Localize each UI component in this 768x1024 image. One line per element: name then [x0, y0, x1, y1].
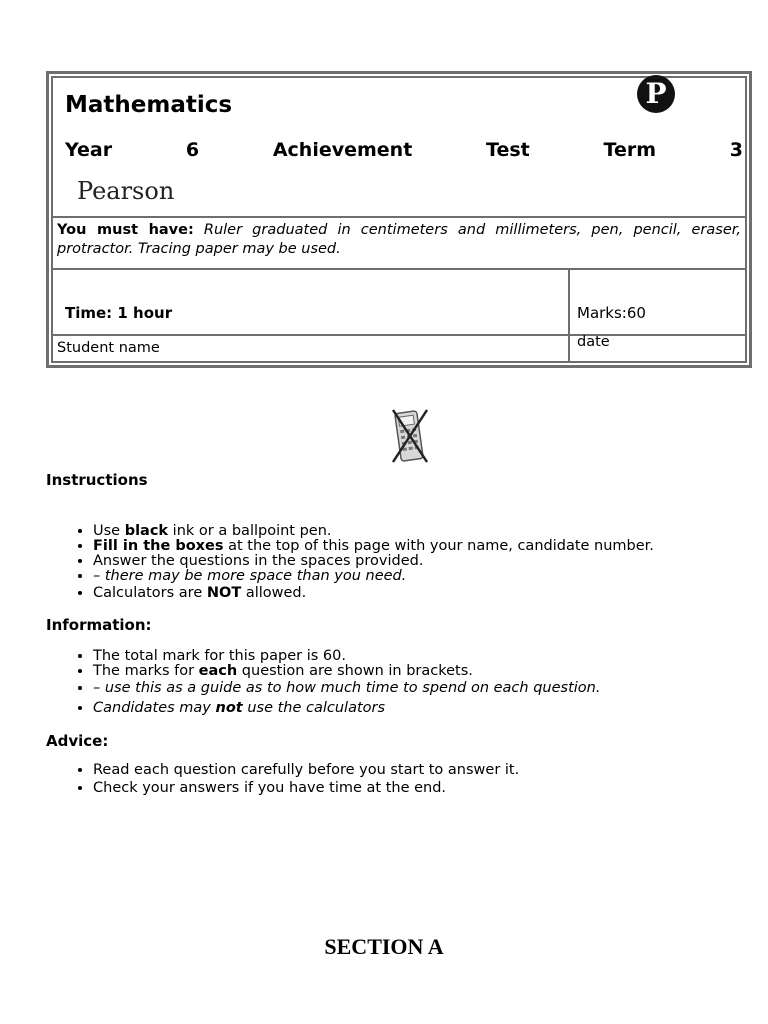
list-item: • Use black ink or a ballpoint pen. [93, 524, 654, 539]
advice-heading: Advice: [46, 732, 109, 750]
column-divider [568, 270, 570, 361]
instructions-heading: Instructions [46, 471, 148, 489]
pearson-logo-icon: P [637, 75, 675, 113]
list-item: • Check your answers if you have time at the end. [93, 779, 519, 797]
test-word-term: Term [603, 139, 657, 161]
list-item: • Fill in the boxes at the top of this page with your name, candidate number. [93, 539, 654, 554]
time-row [53, 270, 745, 336]
test-word-year: Year [65, 139, 113, 161]
test-line [65, 139, 743, 161]
must-have-label: You must have: [57, 222, 194, 238]
instructions-list [46, 524, 654, 601]
no-calculator-icon [390, 408, 430, 464]
list-item: • The marks for each question are shown in brackets. [93, 664, 600, 679]
list-item: • Read each question carefully before you start to answer it. [93, 761, 519, 779]
list-item: • – use this as a guide as to how much time to spend on each question. [93, 681, 600, 696]
student-row [53, 336, 745, 367]
must-have-items: Ruler graduated in centimeters and millimeters, pen, pencil, eraser, protractor. Tracing paper may be used. [57, 222, 741, 257]
marks-label: Marks:60 [577, 304, 646, 322]
date-field[interactable]: date [577, 334, 610, 350]
section-title: SECTION A [324, 934, 444, 959]
must-have-row [53, 218, 745, 270]
information-heading: Information: [46, 616, 152, 634]
title-row [53, 78, 745, 218]
test-word-test: Test [486, 139, 530, 161]
list-item: • Answer the questions in the spaces provided. [93, 554, 654, 569]
must-have-text [57, 221, 741, 259]
time-label: Time: 1 hour [65, 304, 173, 322]
information-list [46, 649, 600, 716]
list-item: • Candidates may not use the calculators [93, 701, 600, 716]
subject-title: Mathematics [65, 92, 233, 118]
student-name-field[interactable]: Student name [57, 340, 160, 356]
list-item: • – there may be more space than you need. [93, 569, 654, 584]
test-word-achievement: Achievement [272, 139, 413, 161]
list-item: • Calculators are NOT allowed. [93, 586, 654, 601]
brand-name: Pearson [77, 177, 175, 205]
cover-inner [51, 76, 747, 363]
cover-box [46, 71, 752, 368]
test-word-number: 6 [185, 139, 200, 161]
advice-list [46, 761, 519, 797]
list-item: • The total mark for this paper is 60. [93, 649, 600, 664]
test-word-term-number: 3 [729, 139, 743, 161]
